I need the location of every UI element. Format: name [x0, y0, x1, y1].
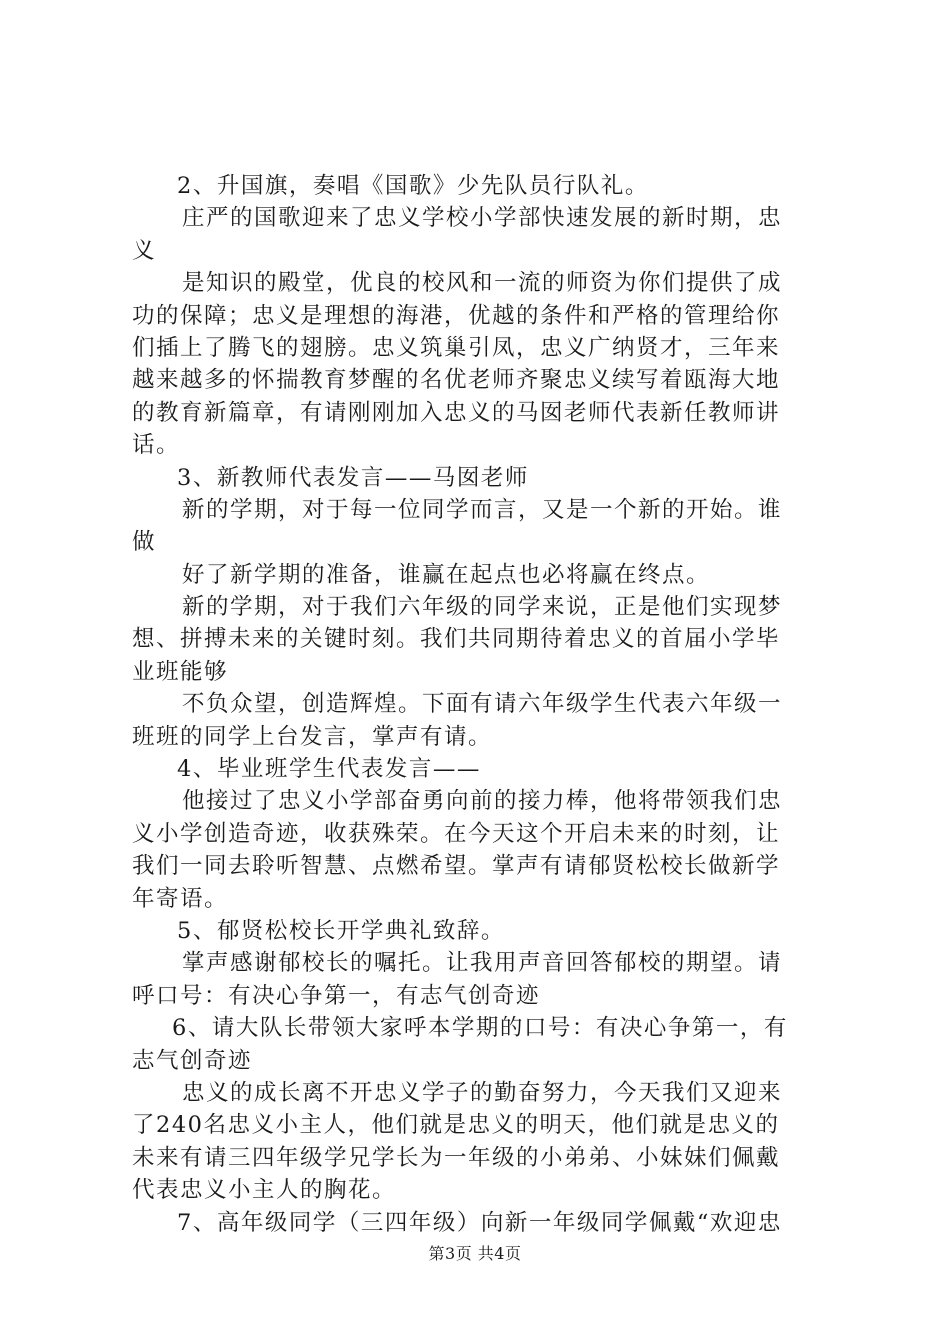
document-body	[132, 170, 832, 1239]
text-line: 是知识的殿堂，优良的校风和一流的师资为你们提供了成	[182, 270, 783, 297]
text-line: 2、升国旗，奏唱《国歌》少先队员行队礼。	[177, 173, 649, 199]
text-line: 5、郁贤松校长开学典礼致辞。	[177, 917, 505, 944]
text-line: 代表忠义小主人的胸花。	[132, 1177, 397, 1204]
text-line: 3、新教师代表发言——马囡老师	[177, 464, 529, 491]
text-line: 年寄语。	[132, 885, 229, 912]
text-line: 志气创奇迹	[132, 1047, 253, 1074]
text-line: 好了新学期的准备，谁赢在起点也必将赢在终点。	[182, 561, 711, 588]
text-line: 班班的同学上台发言，掌声有请。	[132, 723, 493, 750]
text-line: 我们一同去聆听智慧、点燃希望。掌声有请郁贤松校长做新学	[132, 853, 781, 880]
text-line: 义	[132, 237, 157, 264]
text-line: 想、拼搏未来的关键时刻。我们共同期待着忠义的首届小学毕	[132, 626, 781, 653]
text-line: 未来有请三四年级学兄学长为一年级的小弟弟、小妹妹们佩戴	[132, 1144, 781, 1171]
text-line: 做	[132, 529, 157, 556]
text-line: 越来越多的怀揣教育梦醒的名优老师齐聚忠义续写着瓯海大地	[132, 367, 781, 394]
text-line: 6、请大队长带领大家呼本学期的口号：有决心争第一，有	[172, 1015, 788, 1042]
text-line: 业班能够	[132, 658, 229, 685]
text-line: 了240名忠义小主人，他们就是忠义的明天，他们就是忠义的	[132, 1112, 780, 1139]
text-line: 的教育新篇章，有请刚刚加入忠义的马囡老师代表新任教师讲	[132, 399, 781, 426]
text-line: 呼口号：有决心争第一，有志气创奇迹	[132, 982, 541, 1009]
text-line: 义小学创造奇迹，收获殊荣。在今天这个开启未来的时刻，让	[132, 820, 781, 847]
text-line: 他接过了忠义小学部奋勇向前的接力棒，他将带领我们忠	[182, 788, 783, 815]
text-line: 功的保障；忠义是理想的海港，优越的条件和严格的管理给你	[132, 302, 781, 329]
text-line: 新的学期，对于我们六年级的同学来说，正是他们实现梦	[182, 594, 783, 621]
text-line: 忠义的成长离不开忠义学子的勤奋努力，今天我们又迎来	[182, 1079, 783, 1106]
page-footer: 第3页 共4页	[428, 1244, 522, 1263]
text-line: 话。	[132, 432, 181, 459]
text-line: 庄严的国歌迎来了忠义学校小学部快速发展的新时期，忠	[182, 205, 783, 232]
text-line: 们插上了腾飞的翅膀。忠义筑巢引凤，忠义广纳贤才，三年来	[132, 334, 781, 361]
text-line: 新的学期，对于每一位同学而言，又是一个新的开始。谁	[182, 496, 783, 523]
text-line: 掌声感谢郁校长的嘱托。让我用声音回答郁校的期望。请	[182, 950, 783, 977]
text-line: 4、毕业班学生代表发言——	[177, 756, 481, 783]
text-line: 7、高年级同学（三四年级）向新一年级同学佩戴“欢迎忠	[177, 1209, 782, 1236]
text-line: 不负众望，创造辉煌。下面有请六年级学生代表六年级一	[182, 691, 783, 718]
